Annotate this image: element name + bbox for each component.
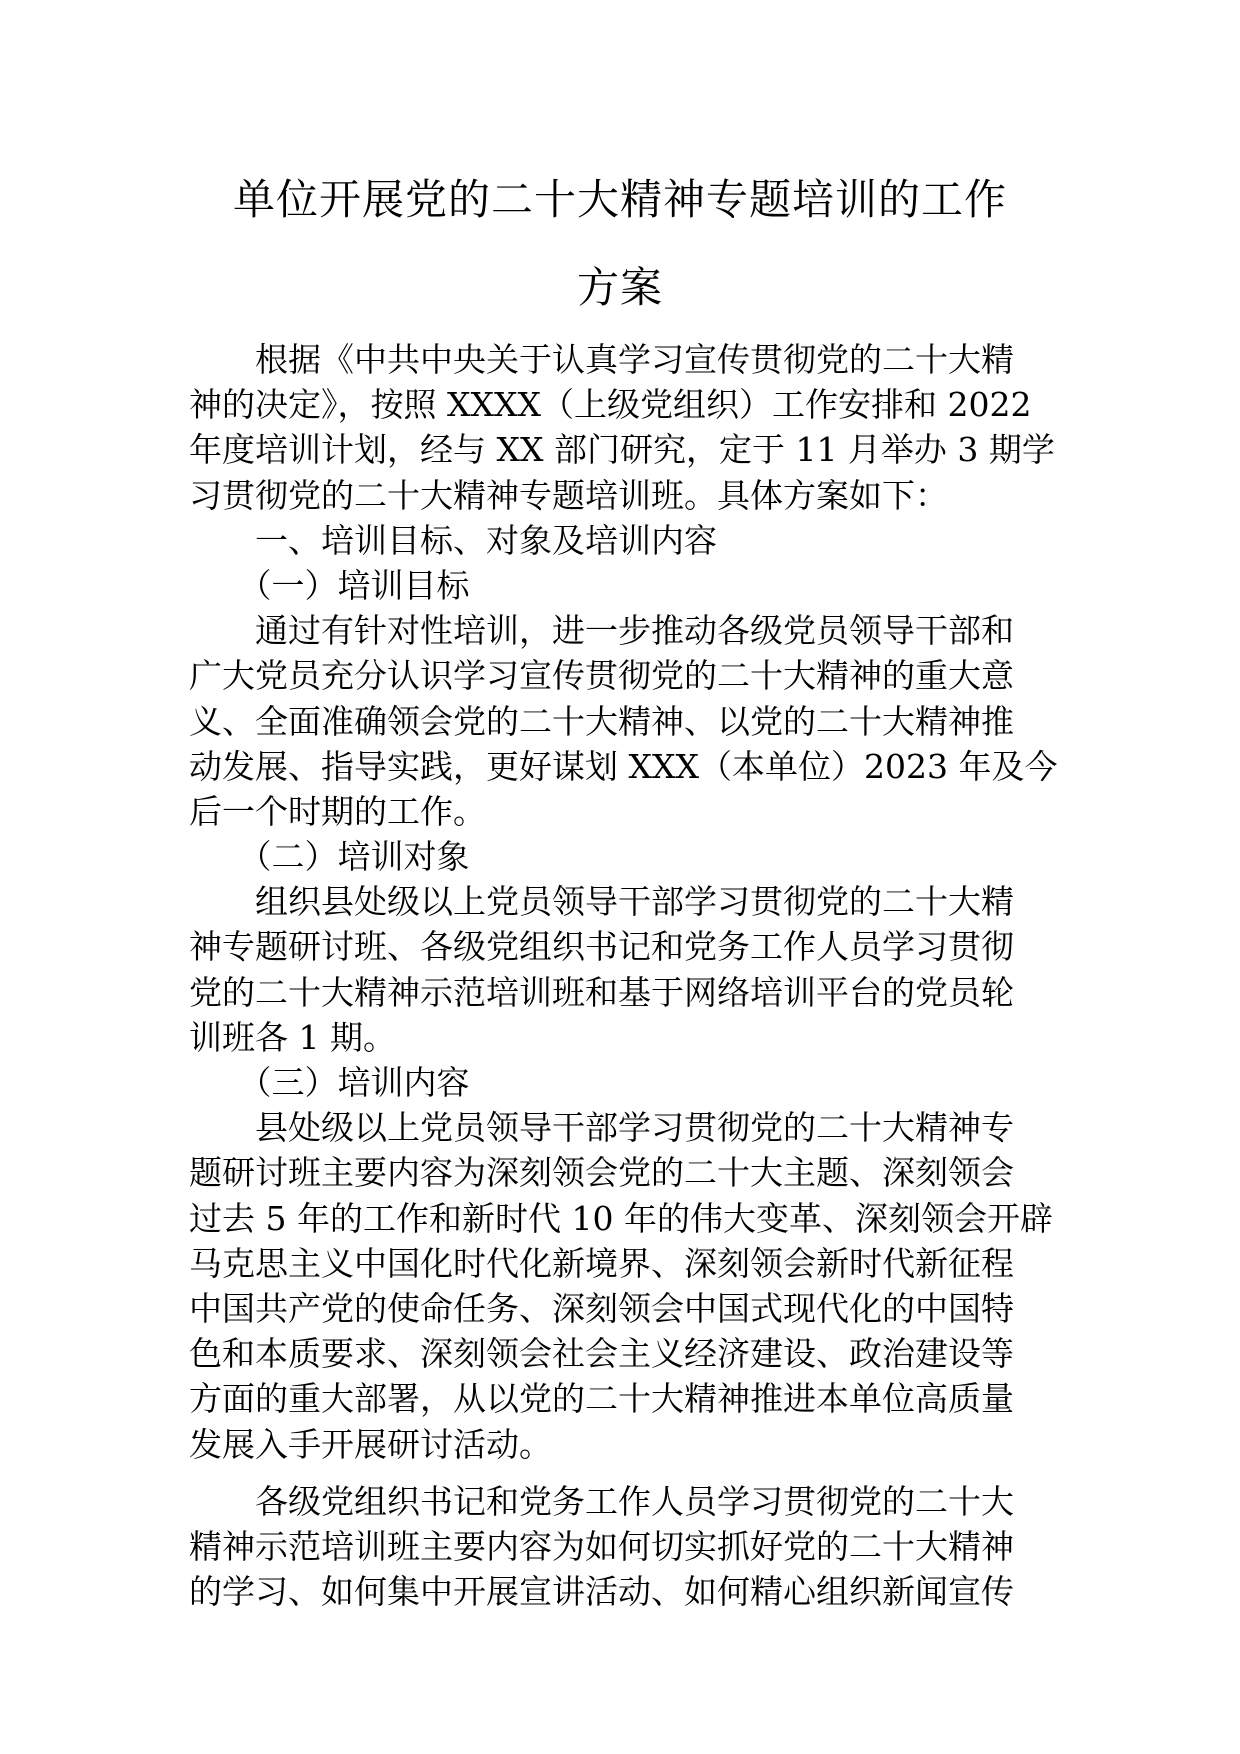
section-heading: 一、培训目标、对象及培训内容: [189, 520, 717, 560]
body-line: 年度培训计划，经与 XX 部门研究，定于 11 月举办 3 期学: [189, 430, 1055, 470]
body-line: 精神示范培训班主要内容为如何切实抓好党的二十大精神: [189, 1526, 1014, 1566]
body-line: 习贯彻党的二十大精神专题培训班。具体方案如下：: [189, 475, 948, 515]
body-line: 组织县处级以上党员领导干部学习贯彻党的二十大精: [189, 882, 1014, 922]
body-line: 义、全面准确领会党的二十大精神、以党的二十大精神推: [189, 701, 1014, 741]
subsection-heading: （三）培训内容: [189, 1063, 470, 1102]
body-line: 发展入手开展研讨活动。: [189, 1424, 552, 1464]
paragraph-spacing: [189, 1467, 1057, 1479]
body-line: 色和本质要求、深刻领会社会主义经济建设、政治建设等: [189, 1334, 1014, 1374]
body-line: 过去 5 年的工作和新时代 10 年的伟大变革、深刻领会开辟: [189, 1198, 1053, 1238]
body-line: 各级党组织书记和党务工作人员学习贯彻党的二十大: [189, 1481, 1014, 1521]
subsection-heading: （一）培训目标: [189, 565, 470, 605]
body-line: 根据《中共中央关于认真学习宣传贯彻党的二十大精: [189, 340, 1014, 379]
body-line: 的学习、如何集中开展宣讲活动、如何精心组织新闻宣传: [189, 1572, 1014, 1612]
body-line: 通过有针对性培训，进一步推动各级党员领导干部和: [189, 611, 1014, 651]
document-body: [189, 337, 1057, 1614]
body-line: 广大党员充分认识学习宣传贯彻党的二十大精神的重大意: [189, 656, 1014, 696]
body-line: 中国共产党的使命任务、深刻领会中国式现代化的中国特: [189, 1288, 1014, 1328]
body-line: 训班各 1 期。: [189, 1017, 396, 1057]
document-title-line-2: 方案: [576, 263, 663, 312]
body-line: 党的二十大精神示范培训班和基于网络培训平台的党员轮: [189, 972, 1014, 1012]
body-line: 动发展、指导实践，更好谋划 XXX（本单位）2023 年及今: [189, 746, 1057, 786]
body-line: 马克思主义中国化时代化新境界、深刻领会新时代新征程: [189, 1243, 1014, 1283]
body-line: 神的决定》，按照 XXXX（上级党组织）工作安排和 2022: [189, 385, 1032, 425]
body-line: 后一个时期的工作。: [189, 791, 486, 831]
body-line: 神专题研讨班、各级党组织书记和党务工作人员学习贯彻: [189, 927, 1014, 967]
subsection-heading: （二）培训对象: [189, 837, 470, 877]
document-title-line-1: 单位开展党的二十大精神专题培训的工作: [232, 175, 1007, 224]
body-line: 题研讨班主要内容为深刻领会党的二十大主题、深刻领会: [189, 1153, 1014, 1193]
body-line: 方面的重大部署，从以党的二十大精神推进本单位高质量: [189, 1379, 1014, 1419]
body-line: 县处级以上党员领导干部学习贯彻党的二十大精神专: [189, 1108, 1014, 1148]
